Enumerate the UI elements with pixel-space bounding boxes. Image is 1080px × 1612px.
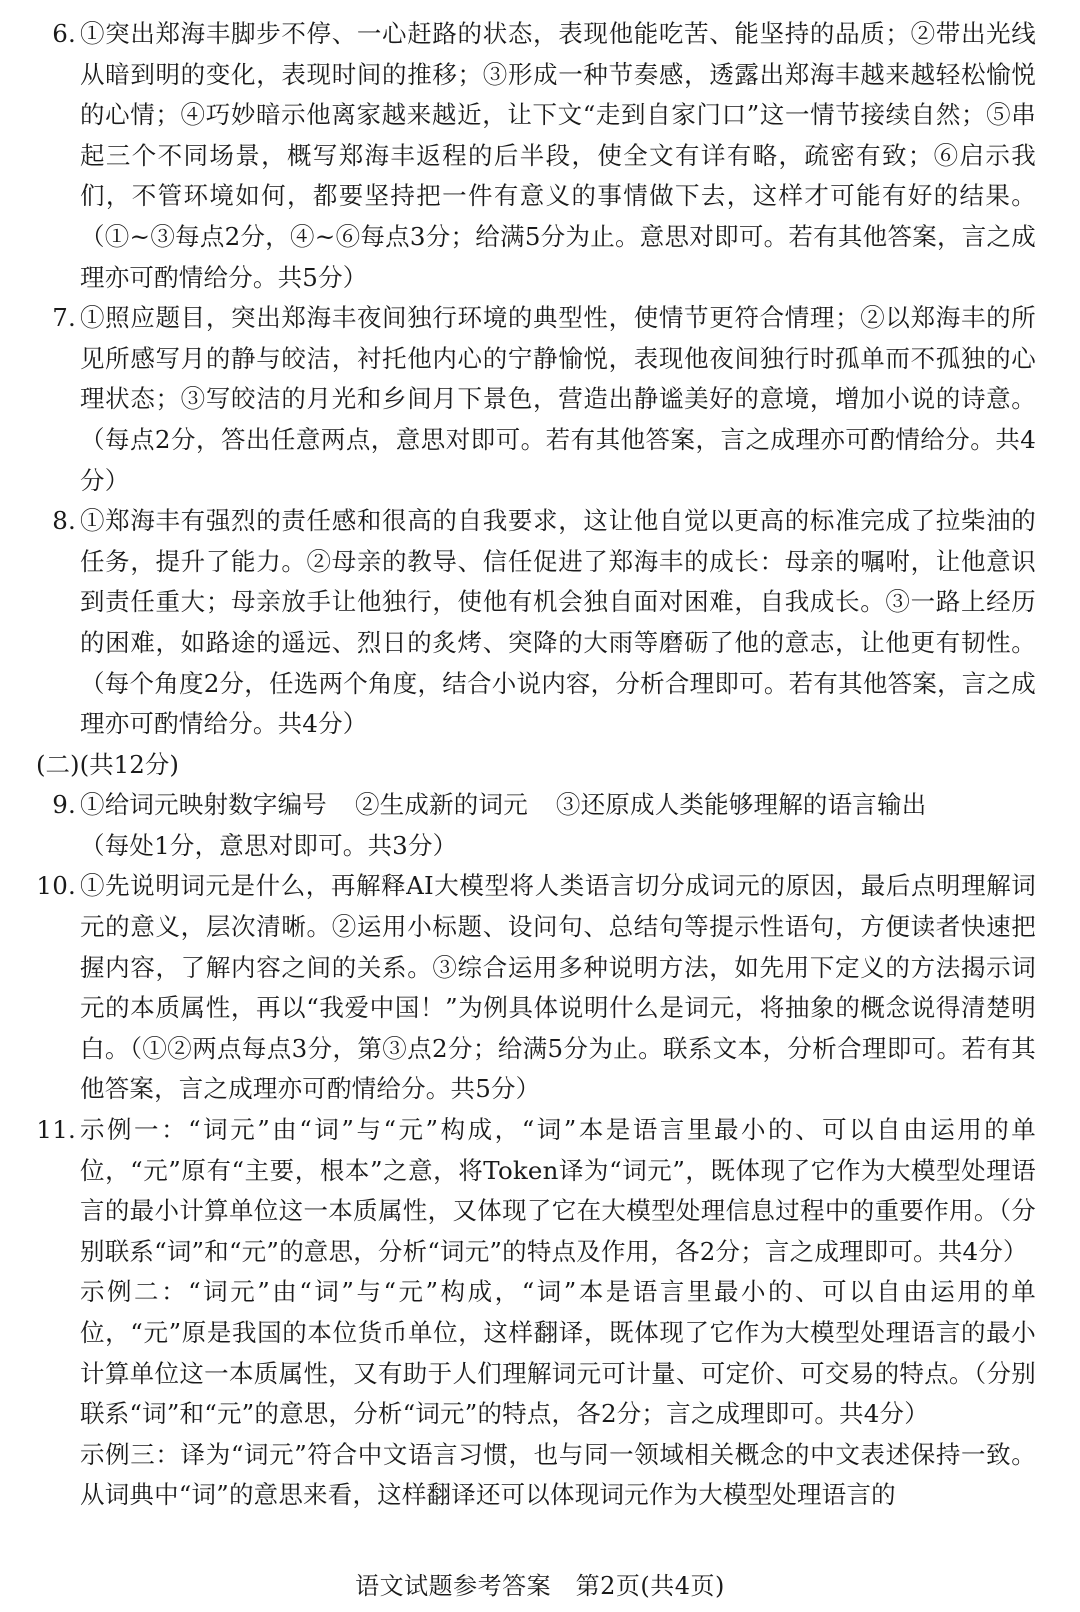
question-number: 6. (52, 19, 76, 48)
answer-item-8 (36, 501, 1036, 745)
answer-part: ①给词元映射数字编号 (80, 790, 327, 820)
scoring-note: （每处1分，意思对即可。共3分） (80, 830, 458, 860)
answer-item-9 (36, 785, 1036, 866)
question-number: 9. (52, 790, 76, 820)
question-number: 11. (36, 1115, 76, 1145)
answer-text: ①照应题目，突出郑海丰夜间独行环境的典型性，使情节更符合情理；②以郑海丰的所见所感写月的静与皎洁，衬托他内心的宁静愉悦，表现他夜间独行时孤单而不孤独的心理状态；③写皎洁的月光和乡间月下景色，营造出静谧美好的意境，增加小说的诗意。（每点2分，答出任意两点，意思对即可。若有其他答案，言之成理亦可酌情给分。共4分） (80, 303, 1036, 495)
question-number: 8. (52, 506, 76, 536)
question-number: 7. (52, 303, 76, 333)
answer-part: ③还原成人类能够理解的语言输出 (555, 790, 927, 820)
answer-text: ①突出郑海丰脚步不停、一心赶路的状态，表现他能吃苦、能坚持的品质；②带出光线从暗到明的变化，表现时间的推移；③形成一种节奏感，透露出郑海丰越来越轻松愉悦的心情；④巧妙暗示他离家越来越近，让下文“走到自家门口”这一情节接续自然；⑤串起三个不同场景，概写郑海丰返程的后半段，使全文有详有略，疏密有致；⑥启示我们，不管环境如何，都要坚持把一件有意义的事情做下去，这样才可能有好的结果。（①~③每点2分，④~⑥每点3分；给满5分为止。意思对即可。若有其他答案，言之成理亦可酌情给分。共5分） (80, 19, 1036, 292)
answer-item-6 (36, 14, 1036, 298)
answer-text: ①郑海丰有强烈的责任感和很高的自我要求，这让他自觉以更高的标准完成了拉柴油的任务，提升了能力。②母亲的教导、信任促进了郑海丰的成长：母亲的嘱咐，让他意识到责任重大；母亲放手让他独行，使他有机会独自面对困难，自我成长。③一路上经历的困难，如路途的遥远、烈日的炙烤、突降的大雨等磨砺了他的意志，让他更有韧性。（每个角度2分，任选两个角度，结合小说内容，分析合理即可。若有其他答案，言之成理亦可酌情给分。共4分） (80, 506, 1036, 739)
answer-parts (80, 785, 1036, 826)
answer-item-7 (36, 298, 1036, 501)
question-number: 10. (36, 871, 76, 901)
section-heading: (二)(共12分) (36, 749, 179, 779)
example-two: 示例二：“词元”由“词”与“元”构成，“词”本是语言里最小的、可以自由运用的单位，“元”原是我国的本位货币单位，这样翻译，既体现了它作为大模型处理语言的最小计算单位这一本质属性，又有助于人们理解词元可计量、可定价、可交易的特点。（分别联系“词”和“元”的意思，分析“词元”的特点，各2分；言之成理即可。共4分） (80, 1277, 1036, 1429)
answer-text: ①先说明词元是什么，再解释AI大模型将人类语言切分成词元的原因，最后点明理解词元的意义，层次清晰。②运用小标题、设问句、总结句等提示性语句，方便读者快速把握内容，了解内容之间的关系。③综合运用多种说明方法，如先用下定义的方法揭示词元的本质属性，再以“我爱中国！”为例具体说明什么是词元，将抽象的概念说得清楚明白。（①②两点每点3分，第③点2分；给满5分为止。联系文本，分析合理即可。若有其他答案，言之成理亦可酌情给分。共5分） (80, 871, 1036, 1104)
answer-part: ②生成新的词元 (355, 790, 528, 820)
answer-item-11 (36, 1110, 1036, 1516)
answer-item-10 (36, 866, 1036, 1110)
example-one: 示例一：“词元”由“词”与“元”构成，“词”本是语言里最小的、可以自由运用的单位，“元”原有“主要，根本”之意，将Token译为“词元”，既体现了它作为大模型处理语言的最小计算单位这一本质属性，又体现了它在大模型处理信息过程中的重要作用。（分别联系“词”和“元”的意思，分析“词元”的特点及作用，各2分；言之成理即可。共4分） (80, 1115, 1036, 1266)
page-footer: 语文试题参考答案 第2页(共4页) (355, 1572, 725, 1600)
example-three: 示例三：译为“词元”符合中文语言习惯，也与同一领域相关概念的中文表述保持一致。从词典中“词”的意思来看，这样翻译还可以体现词元作为大模型处理语言的 (80, 1439, 1036, 1510)
